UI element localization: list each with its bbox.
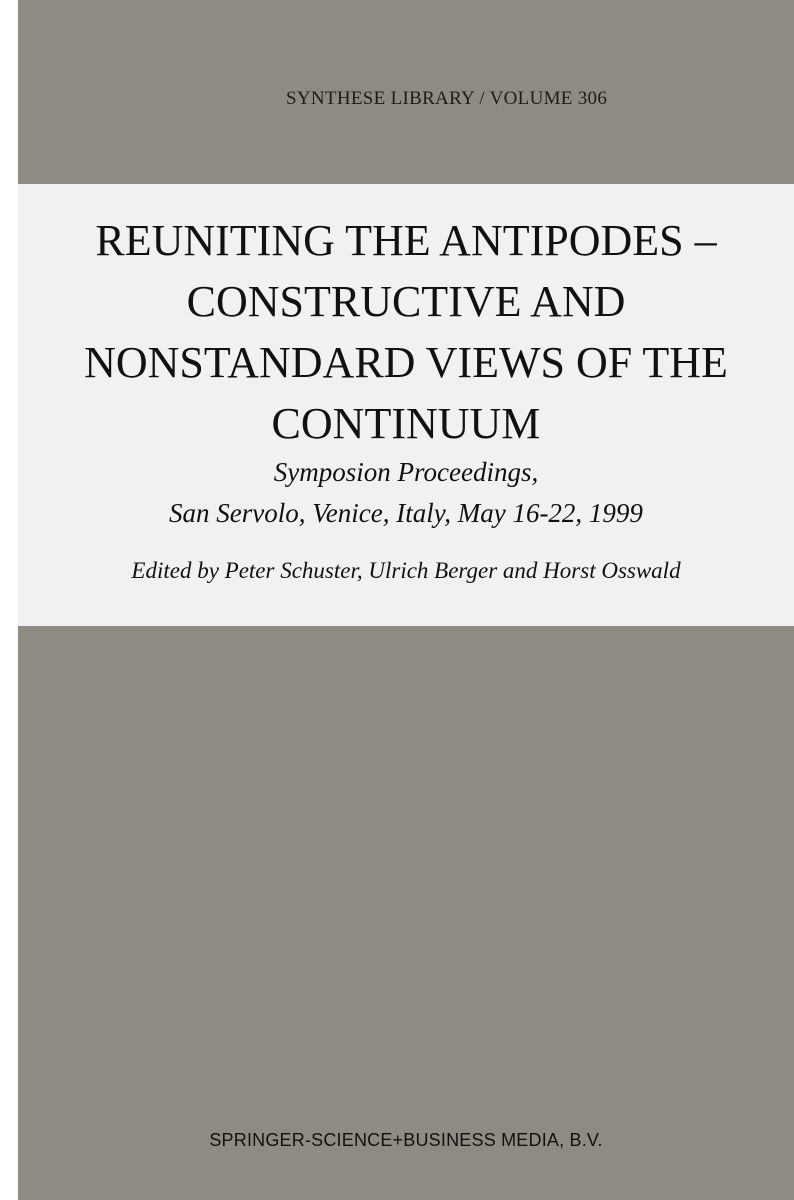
- book-title-line: CONSTRUCTIVE AND: [186, 277, 626, 326]
- book-title-line: REUNITING THE ANTIPODES –: [95, 216, 717, 265]
- cover-bottom-band: [18, 626, 794, 1200]
- publisher-name: SPRINGER-SCIENCE+BUSINESS MEDIA, B.V.: [209, 1130, 603, 1150]
- cover-top-band: [18, 0, 794, 184]
- title-band: [18, 184, 794, 626]
- book-title-line: CONTINUUM: [271, 399, 541, 448]
- subtitle-line: San Servolo, Venice, Italy, May 16-22, 1999: [169, 498, 643, 528]
- book-title-line: NONSTANDARD VIEWS OF THE: [84, 338, 728, 387]
- series-label: SYNTHESE LIBRARY / VOLUME 306: [286, 88, 608, 109]
- book-title: [18, 210, 794, 454]
- book-cover: [18, 0, 794, 1200]
- editors-line: Edited by Peter Schuster, Ulrich Berger and Horst Osswald: [131, 558, 681, 583]
- subtitle-line: Symposion Proceedings,: [273, 457, 539, 487]
- book-subtitle: [18, 452, 794, 534]
